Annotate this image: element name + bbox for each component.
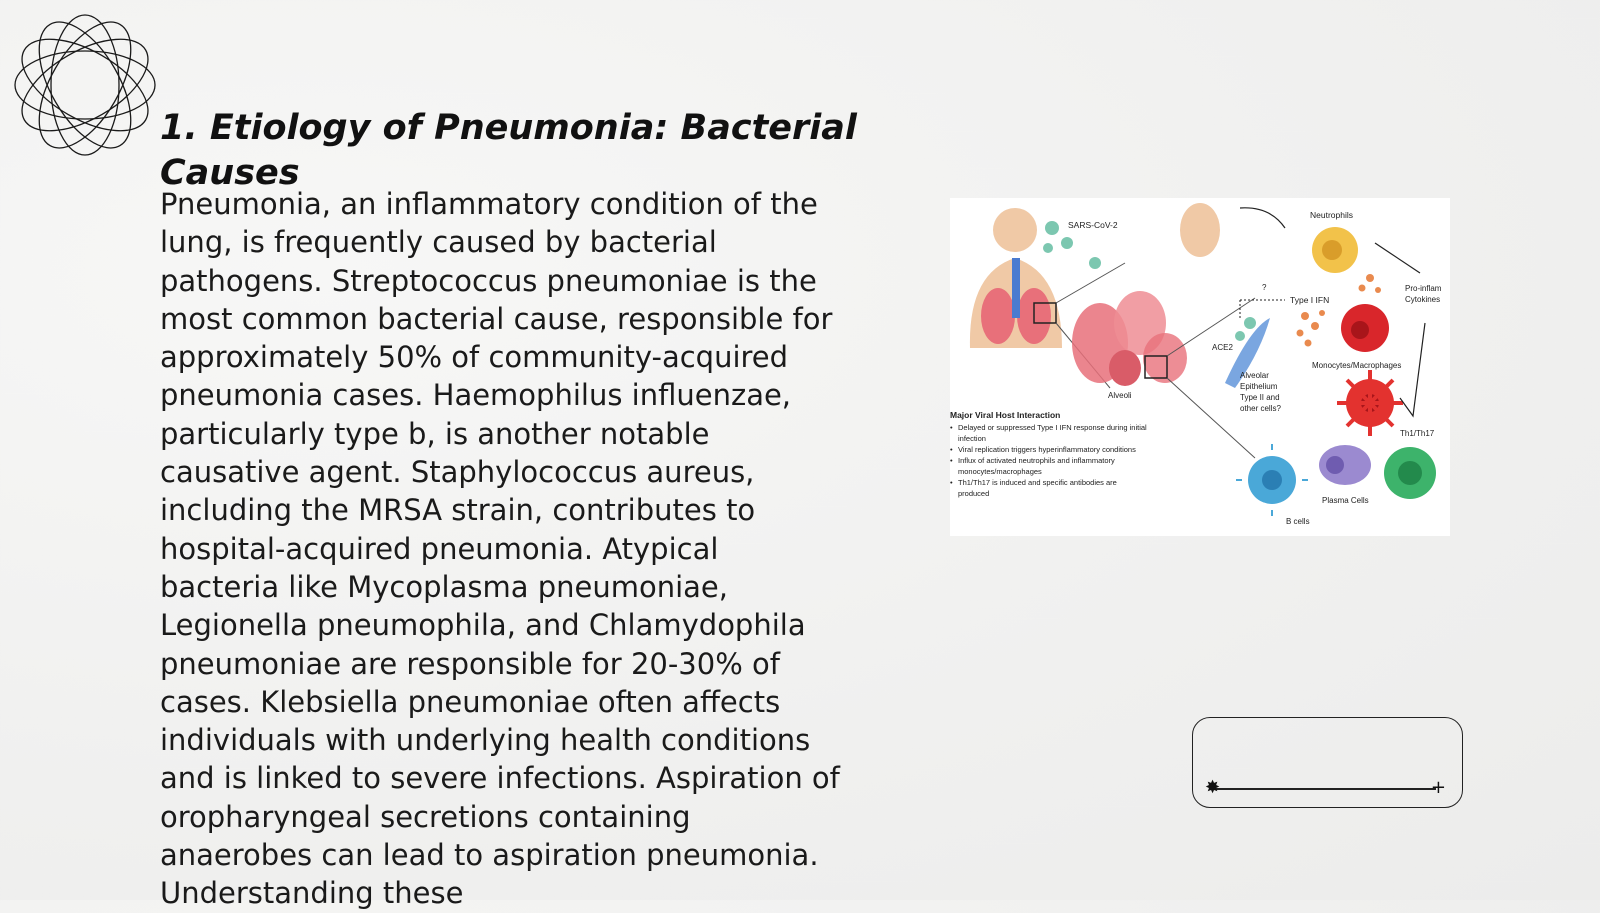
immune-response-figure [950,198,1450,536]
label-ace2: ACE2 [1212,343,1233,352]
organ-illustration [1180,203,1220,257]
svg-text:•: • [950,478,953,487]
label-cytokines: Cytokines [1405,295,1441,304]
label-proinflam: Pro-inflam [1405,284,1442,293]
bullet-text: produced [958,489,990,498]
progress-card [1192,717,1463,808]
slide-title: 1. Etiology of Pneumonia: Bacterial Causes [160,108,857,193]
activated-macrophage-cell [1337,370,1403,436]
label-question: ? [1262,283,1267,292]
label-bcells: B cells [1286,517,1310,526]
bullet-text: Viral replication triggers hyperinflammatory conditions [958,445,1136,454]
label-monocytes: Monocytes/Macrophages [1312,361,1402,370]
sun-star-icon: ✸ [1205,777,1221,798]
label-epithelium: Epithelium [1240,382,1278,391]
label-type-ii: Type II and [1240,393,1280,402]
label-plasma: Plasma Cells [1322,496,1369,505]
svg-text:•: • [950,456,953,465]
bullet-text: Th1/Th17 is induced and specific antibodies are [958,478,1117,487]
svg-text:•: • [950,445,953,454]
svg-text:•: • [950,423,953,432]
bullet-text: Influx of activated neutrophils and inflammatory [958,456,1115,465]
label-sars: SARS-CoV-2 [1068,220,1118,230]
bullet-text: Delayed or suppressed Type I IFN response during initial [958,423,1147,432]
progress-line [1215,788,1436,790]
alveoli-illustration [1072,291,1187,386]
label-alveoli: Alveoli [1108,391,1132,400]
label-type-ifn: Type I IFN [1290,295,1330,305]
label-other-cells: other cells? [1240,404,1281,413]
interaction-title: Major Viral Host Interaction [950,410,1061,420]
label-neutrophils: Neutrophils [1310,210,1353,220]
interaction-bullets [950,423,1147,498]
bullet-text: infection [958,434,986,443]
label-th: Th1/Th17 [1400,429,1435,438]
label-alveolar: Alveolar [1240,371,1269,380]
bullet-text: monocytes/macrophages [958,467,1042,476]
immune-response-diagram [950,198,1450,536]
sparkle-icon: + [1430,777,1446,798]
spirograph-decoration [10,10,160,160]
slide-body-text: Pneumonia, an inflammatory condition of the lung, is frequently caused by bacterial pathogens. Streptococcus pneumoniae is the most common bacterial cause, responsible for approximately 50% of community-acquired pneumonia cases. Haemophilus influenzae, particularly type b, is another notable causative agent. Staphylococcus aureus, including the MRSA strain, contributes to hospital-acquired pneumonia. Atypical bacteria like Mycoplasma pneumoniae, Legionella pneumophila, and Chlamydophila pneumoniae are responsible for 20-30% of cases. Klebsiella pneumoniae often affects individuals with underlying health conditions and is linked to severe infections. Aspiration of oropharyngeal secretions containing anaerobes can lead to aspiration pneumonia. Understanding these [160,187,840,911]
